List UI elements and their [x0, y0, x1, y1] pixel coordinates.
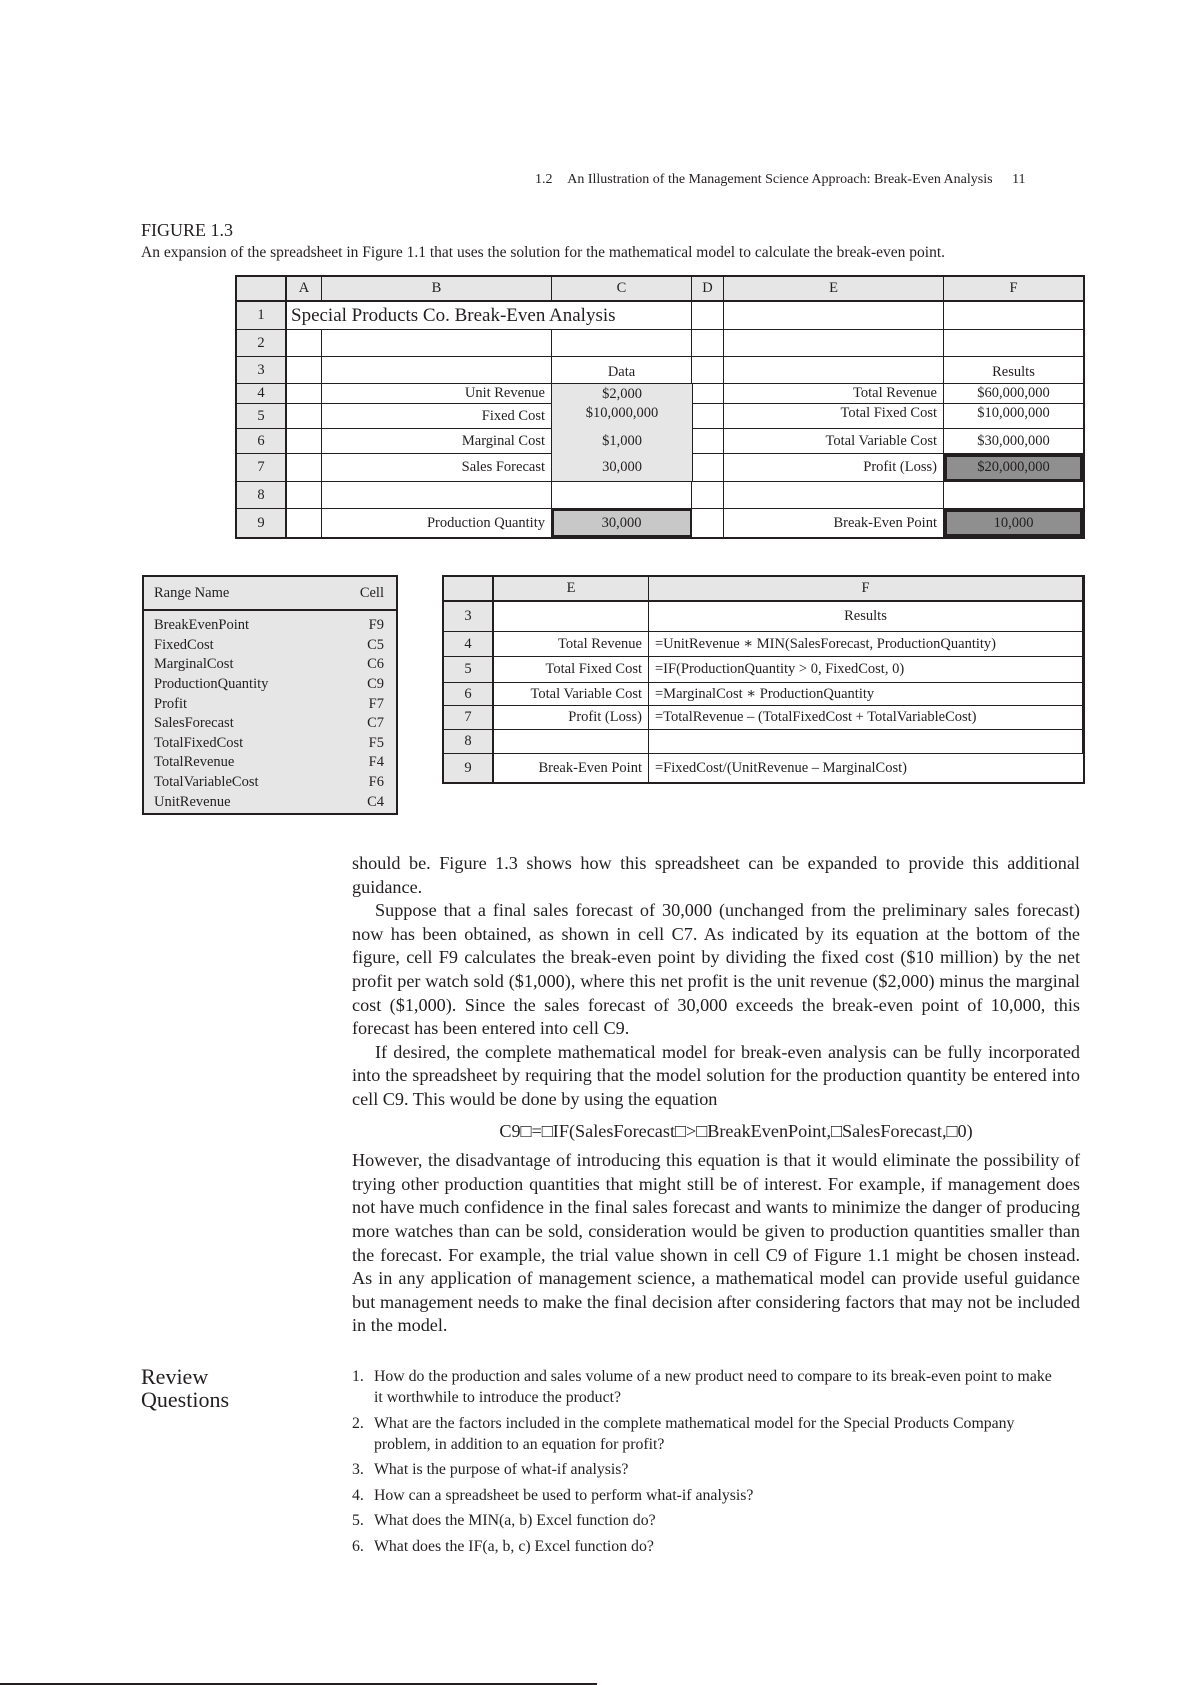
formula-text: =MarginalCost ∗ ProductionQuantity — [649, 683, 1083, 706]
fixed-cost-value: $10,000,000 — [552, 404, 692, 429]
cell-b2 — [322, 330, 552, 357]
review-question — [352, 1459, 1052, 1480]
cell-d9 — [692, 509, 724, 537]
formula-label: Profit (Loss) — [494, 706, 649, 730]
row-header-3: 3 — [237, 357, 287, 384]
cell-b8 — [322, 482, 552, 509]
section-title: An Illustration of the Management Science Approach: Break-Even Analysis — [567, 172, 993, 187]
cell-a4 — [287, 384, 322, 404]
range-name: UnitRevenue — [154, 793, 231, 810]
spreadsheet-grid — [237, 277, 1083, 537]
range-name: TotalRevenue — [154, 754, 235, 771]
question-text: How can a spreadsheet be used to perform what-if analysis? — [374, 1486, 754, 1504]
range-name: TotalFixedCost — [154, 734, 244, 751]
paragraph: should be. Figure 1.3 shows how this spreadsheet can be expanded to provide this additional guidance. — [352, 853, 1080, 897]
page-number: 11 — [1012, 172, 1026, 187]
row-header-6: 6 — [237, 429, 287, 454]
cell-c8 — [552, 482, 692, 509]
formula-row-header: 9 — [444, 754, 494, 782]
range-name-row — [154, 773, 384, 793]
range-cell: C9 — [367, 676, 384, 693]
range-cell: C4 — [367, 793, 384, 810]
question-text: What are the factors included in the complete mathematical model for the Special Products Company problem, in addition to an equation for profit? — [374, 1414, 1015, 1453]
total-fixed-cost-value: $10,000,000 — [944, 404, 1083, 429]
row-header-1: 1 — [237, 302, 287, 330]
range-cell: F5 — [368, 734, 384, 751]
range-name-header-label: Range Name — [154, 585, 230, 601]
cell-d1 — [692, 302, 724, 330]
cell-f1 — [944, 302, 1083, 330]
row-header-5: 5 — [237, 404, 287, 429]
unit-revenue-value: $2,000 — [552, 384, 692, 404]
question-text: What does the IF(a, b, c) Excel function do? — [374, 1537, 654, 1555]
row-header-2: 2 — [237, 330, 287, 357]
column-header-b: B — [322, 277, 552, 302]
formula-text: =TotalRevenue – (TotalFixedCost + TotalVariableCost) — [649, 706, 1083, 730]
question-number: 3. — [352, 1461, 364, 1478]
review-question — [352, 1536, 1052, 1557]
cell-f8 — [944, 482, 1083, 509]
cell-e8 — [724, 482, 944, 509]
profit-loss-label: Profit (Loss) — [724, 454, 944, 482]
formula-text: =IF(ProductionQuantity > 0, FixedCost, 0) — [649, 657, 1083, 683]
formula-results-header: Results — [649, 602, 1083, 632]
range-name-row — [154, 675, 384, 695]
review-questions-list — [352, 1366, 1052, 1561]
question-text: What is the purpose of what-if analysis? — [374, 1461, 629, 1478]
total-revenue-label: Total Revenue — [724, 384, 944, 404]
range-name: FixedCost — [154, 636, 214, 653]
range-cell: F6 — [368, 774, 384, 791]
range-name-table — [142, 575, 398, 815]
row-header-8: 8 — [237, 482, 287, 509]
cell-d3 — [692, 357, 724, 384]
range-name-row — [154, 792, 384, 812]
column-header-e: E — [724, 277, 944, 302]
column-header-d: D — [692, 277, 724, 302]
cell-c2 — [552, 330, 692, 357]
production-quantity-value: 30,000 — [552, 509, 692, 537]
figure-label: FIGURE 1.3 — [141, 220, 234, 240]
cell-d4 — [692, 384, 724, 404]
range-cell: C6 — [367, 656, 384, 673]
marginal-cost-value: $1,000 — [552, 429, 692, 454]
formula-table — [442, 575, 1085, 784]
range-name-header — [144, 577, 396, 611]
formula-text: =FixedCost/(UnitRevenue – MarginalCost) — [655, 759, 907, 776]
formula-row-header: 6 — [444, 683, 494, 706]
question-number: 5. — [352, 1512, 364, 1529]
review-heading-line: Review — [141, 1364, 209, 1389]
range-name: TotalVariableCost — [154, 774, 259, 791]
formula-row-header: 3 — [444, 602, 494, 632]
formula-label — [494, 602, 649, 632]
range-name-list — [144, 611, 396, 812]
break-even-point-label: Break-Even Point — [724, 509, 944, 537]
body-text — [352, 852, 1080, 1338]
formula-label: Total Variable Cost — [494, 683, 649, 706]
question-text: How do the production and sales volume of a new product need to compare to its break-even point to make it worthwhile to introduce the product? — [374, 1368, 1052, 1406]
running-head — [535, 172, 1026, 188]
cell-d5 — [692, 404, 724, 429]
data-header-cell: Data — [552, 357, 692, 384]
column-header-c: C — [552, 277, 692, 302]
cell-e2 — [724, 330, 944, 357]
range-cell: F7 — [368, 695, 384, 712]
range-name-row — [154, 734, 384, 754]
review-question — [352, 1485, 1052, 1506]
formula-column-header-e: E — [494, 577, 649, 602]
total-fixed-cost-label: Total Fixed Cost — [724, 404, 944, 429]
break-even-point-value: 10,000 — [944, 509, 1083, 537]
range-name: MarginalCost — [154, 656, 234, 673]
range-name: ProductionQuantity — [154, 676, 269, 693]
column-header-f: F — [944, 277, 1083, 302]
cell-b3 — [322, 357, 552, 384]
paragraph: Suppose that a final sales forecast of 30,000 (unchanged from the preliminary sales forecast) now has been obtained, as shown in cell C7. As indicated by its equation at the bottom of the figure, cell F9 calculates the break-even point by dividing the fixed cost ($10 million) by the net profit per watch sold ($1,000), where this net profit is the unit revenue ($2,000) minus the marginal cost ($1,000). Since the sales forecast of 30,000 exceeds the break-even point of 10,000, this forecast has been entered into cell C9. — [352, 900, 1080, 1039]
sales-forecast-value: 30,000 — [552, 454, 692, 482]
formula-column-header-f: F — [649, 577, 1083, 602]
row-header-7: 7 — [237, 454, 287, 482]
column-header-a: A — [287, 277, 322, 302]
range-cell-header-label: Cell — [359, 585, 384, 601]
cell-a5 — [287, 404, 322, 429]
question-number: 4. — [352, 1486, 364, 1504]
cell-a6 — [287, 429, 322, 454]
cell-d2 — [692, 330, 724, 357]
total-revenue-value: $60,000,000 — [944, 384, 1083, 404]
formula-label: Break-Even Point — [494, 754, 649, 782]
question-number: 1. — [352, 1368, 364, 1385]
question-number: 2. — [352, 1414, 364, 1432]
formula-grid — [444, 577, 1083, 782]
section-number: 1.2 — [535, 172, 553, 187]
results-header-cell: Results — [944, 357, 1083, 384]
question-number: 6. — [352, 1537, 364, 1555]
range-name-row — [154, 714, 384, 734]
figure-caption: An expansion of the spreadsheet in Figure 1.1 that uses the solution for the mathematical model to calculate the break-even point. — [141, 244, 946, 261]
range-name: Profit — [154, 695, 188, 712]
review-question — [352, 1366, 1052, 1408]
range-cell: C7 — [367, 715, 384, 732]
cell-e3 — [724, 357, 944, 384]
range-name-row — [154, 616, 384, 636]
cell-a8 — [287, 482, 322, 509]
formula-row-header: 8 — [444, 730, 494, 754]
cell-a3 — [287, 357, 322, 384]
fixed-cost-label: Fixed Cost — [322, 404, 552, 429]
formula-row-header: 7 — [444, 706, 494, 730]
formula-row-header: 4 — [444, 632, 494, 657]
sales-forecast-label: Sales Forecast — [322, 454, 552, 482]
marginal-cost-label: Marginal Cost — [322, 429, 552, 454]
cell-a2 — [287, 330, 322, 357]
range-cell: C5 — [367, 636, 384, 653]
range-name: BreakEvenPoint — [154, 617, 250, 634]
question-text: What does the MIN(a, b) Excel function do? — [374, 1512, 656, 1529]
sheet-title-cell: Special Products Co. Break-Even Analysis — [287, 302, 692, 330]
review-question — [352, 1510, 1052, 1531]
range-name-row — [154, 694, 384, 714]
paragraph: If desired, the complete mathematical model for break-even analysis can be fully incorporated into the spreadsheet by requiring that the model solution for the production quantity be entered into cell C9. This would be done by using the equation — [352, 1041, 1080, 1109]
total-variable-cost-label: Total Variable Cost — [724, 429, 944, 454]
cell-a9 — [287, 509, 322, 537]
unit-revenue-label: Unit Revenue — [322, 384, 552, 404]
formula-row-header: 5 — [444, 657, 494, 683]
corner-cell — [237, 277, 287, 302]
row-header-4: 4 — [237, 384, 287, 404]
spreadsheet — [235, 275, 1085, 539]
review-questions-heading — [141, 1365, 229, 1411]
cell-e1 — [724, 302, 944, 330]
formula-text — [649, 730, 1083, 754]
formula-label: Total Revenue — [494, 632, 649, 657]
cell-a7 — [287, 454, 322, 482]
range-name: SalesForecast — [154, 715, 234, 732]
formula-label — [494, 730, 649, 754]
range-cell: F9 — [368, 617, 384, 634]
formula-corner-cell — [444, 577, 494, 602]
range-name-row — [154, 753, 384, 773]
review-question — [352, 1413, 1052, 1455]
cell-f2 — [944, 330, 1083, 357]
review-heading-line: Questions — [141, 1387, 229, 1412]
range-name-row — [154, 636, 384, 656]
cell-d8 — [692, 482, 724, 509]
formula-text: =UnitRevenue ∗ MIN(SalesForecast, ProductionQuantity) — [649, 632, 1083, 657]
row-header-9: 9 — [237, 509, 287, 537]
range-name-row — [154, 655, 384, 675]
formula-label: Total Fixed Cost — [494, 657, 649, 683]
cell-d6 — [692, 429, 724, 454]
equation: C9□=□IF(SalesForecast□>□BreakEvenPoint,□SalesForecast,□0) — [499, 1120, 973, 1141]
total-variable-cost-value: $30,000,000 — [944, 429, 1083, 454]
production-quantity-label: Production Quantity — [322, 509, 552, 537]
range-cell: F4 — [368, 754, 384, 771]
paragraph: However, the disadvantage of introducing this equation is that it would eliminate the possibility of trying other production quantities that might still be of interest. For example, if management does not have much confidence in the final sales forecast and wants to minimize the danger of producing more watches than can be sold, consideration would be given to production quantities smaller than the forecast. For example, the trial value shown in cell C9 of Figure 1.1 might be chosen instead. As in any application of management science, a mathematical model can provide useful guidance but management needs to make the final decision after considering factors that may not be included in the model. — [352, 1150, 1080, 1336]
cell-d7 — [692, 454, 724, 482]
profit-loss-value: $20,000,000 — [944, 454, 1083, 482]
